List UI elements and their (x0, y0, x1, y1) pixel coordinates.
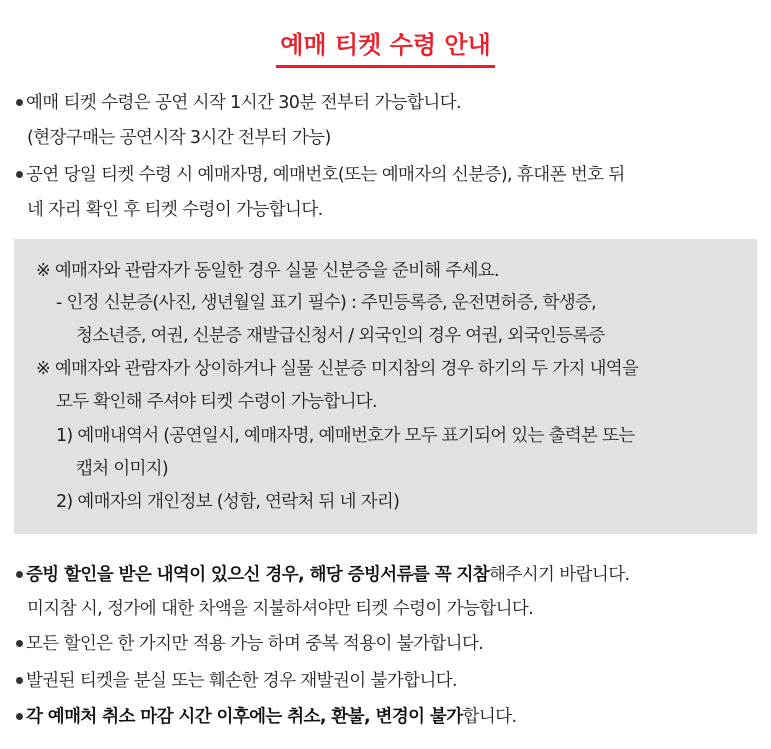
bullet-item-discount-proof (16, 563, 629, 587)
bullet-item-cancellation (16, 705, 516, 729)
bullet-item-discount-rule (16, 632, 483, 656)
bullet-text: 미지참 시, 정가에 대한 차액을 지불하셔야만 티켓 수령이 가능합니다. (27, 599, 534, 619)
note-line: 청소년증, 여권, 신분증 재발급신청서 / 외국인의 경우 여권, 외국인등록증 (76, 326, 605, 346)
note-line: 모두 확인해 주셔야 티켓 수령이 가능합니다. (56, 392, 377, 412)
bullet-item-pickup-requirements (16, 163, 625, 187)
note-line: 2) 예매자의 개인정보 (성함, 연락처 뒤 네 자리) (56, 492, 400, 512)
bullet-text: 해주시기 바랍니다. (489, 565, 630, 585)
bullet-continuation (27, 126, 331, 150)
page-title: 예매 티켓 수령 안내 (276, 28, 495, 68)
bullet-icon (16, 99, 23, 106)
bullet-icon (16, 713, 23, 720)
bullet-icon (16, 571, 23, 578)
id-notice-box (14, 239, 757, 534)
bullet-text: 네 자리 확인 후 티켓 수령이 가능합니다. (27, 200, 323, 220)
bullet-icon (16, 640, 23, 647)
bullet-text: (현장구매는 공연시작 3시간 전부터 가능) (27, 128, 331, 148)
note-line: 캡처 이미지) (76, 459, 169, 479)
note-line: 1) 예매내역서 (공연일시, 예매자명, 예매번호가 모두 표기되어 있는 출력본 또는 (56, 426, 635, 446)
note-line: ※ 예매자와 관람자가 동일한 경우 실물 신분증을 준비해 주세요. (36, 261, 499, 281)
note-line: - 인정 신분증(사진, 생년월일 표기 필수) : 주민등록증, 운전면허증, 학생증, (56, 293, 597, 313)
bullet-icon (16, 677, 23, 684)
bullet-continuation (27, 198, 323, 222)
bullet-continuation (27, 597, 533, 621)
bullet-text: 합니다. (462, 707, 517, 727)
bullet-text: 모든 할인은 한 가지만 적용 가능 하며 중복 적용이 불가합니다. (26, 634, 484, 654)
title-container (0, 28, 771, 68)
bullet-item-pickup-time (16, 91, 461, 115)
bullet-text: 예매 티켓 수령은 공연 시작 1시간 30분 전부터 가능합니다. (26, 93, 461, 113)
bullet-text-bold: 각 예매처 취소 마감 시간 이후에는 취소, 환불, 변경이 불가 (26, 707, 463, 727)
bullet-text: 공연 당일 티켓 수령 시 예매자명, 예매번호(또는 예매자의 신분증), 휴대폰 번호 뒤 (26, 165, 625, 185)
bullet-text-bold: 증빙 할인을 받은 내역이 있으신 경우, 해당 증빙서류를 꼭 지참 (26, 565, 490, 585)
bullet-text: 발권된 티켓을 분실 또는 훼손한 경우 재발권이 불가합니다. (26, 671, 458, 691)
bullet-icon (16, 171, 23, 178)
bullet-item-lost-ticket (16, 669, 457, 693)
note-line: ※ 예매자와 관람자가 상이하거나 실물 신분증 미지참의 경우 하기의 두 가지 내역을 (36, 359, 639, 379)
